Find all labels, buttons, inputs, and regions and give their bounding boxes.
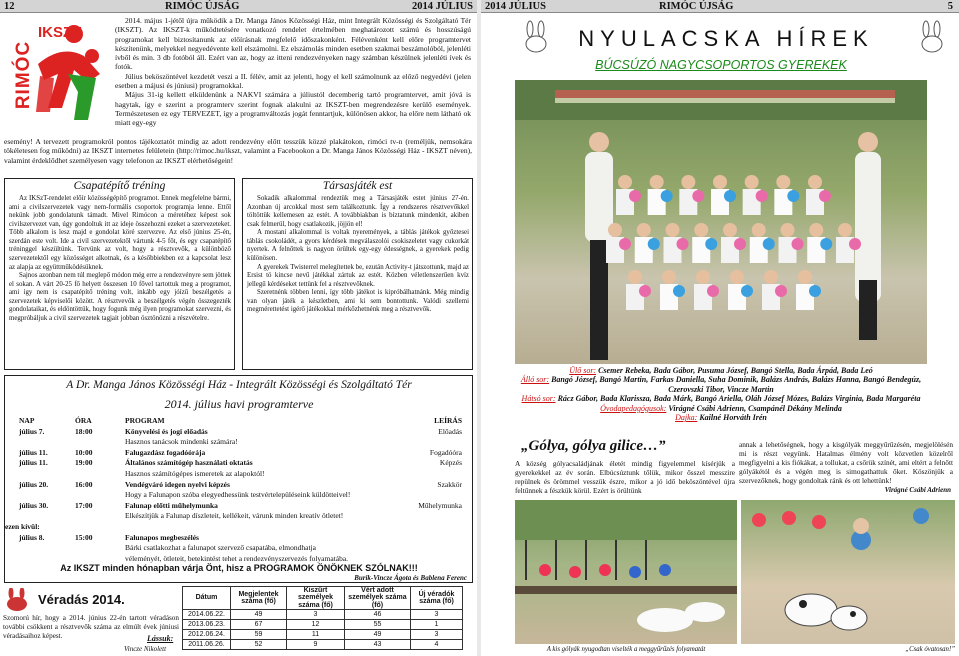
group-photo-image [515, 80, 927, 364]
program-signature: Burik-Vincze Ágota és Bablena Ferenc [354, 574, 467, 582]
table-cell: 3 [287, 610, 345, 620]
schedule-header [5, 416, 470, 427]
paper-flower [619, 238, 631, 250]
schedule-leiras: Fogadóóra [429, 447, 462, 457]
schedule-leiras: Szakkör [437, 479, 462, 489]
child-figure [608, 223, 622, 237]
paper-flower [763, 238, 775, 250]
paper-flower [734, 238, 746, 250]
golya-text: A község gólyacsaládjának életét mindig figyelemmel kísérjük a gyerekekkel az év során. Elbúcsúztunk tőlük, mikor ősszel messzire repülnek és örömmel vesszük észre, mikor a jó idő beköszöntével újra feltűnnek a fészkük körül. Ezért is örültünk [515, 459, 735, 496]
csapatepito-paragraph: Sajnos azonban nem túl meglepő módon még erre a rendezvényre sem jöttek el sokan. A várt 20-25 fő helyett összesen 10 fővel tartottuk meg a programot, ami így nem is csapatépítő tréning volt, inkább egy jóízű beszélgetés a szervezetek képviselői között. A résztvevők a beszélgetés végén összegezték gondolataikat, és eldöntöttük, hogy fogunk még ilyen programokat szervezni, és megpróbáljuk a civil szervezetek tagjait jobban ösztönözni a részvételre. [9, 272, 231, 322]
tarsasjatek-paragraph: Sokadik alkalommal rendeztük meg a Társasjáték estet június 27-én. Azonban új arcokkal most sem találkoztunk. Így a rendszeres résztvevőkkel töltöttük kellemesen az estét. A továbbiakban is bíztatunk mindenkit, akiben csak felmerül, hogy csatlakozik, jöjjön el! [247, 195, 469, 228]
table-cell: 4 [411, 640, 463, 650]
names-text: Kailné Horváth Irén [699, 413, 767, 423]
bunny-right-icon [915, 20, 949, 54]
paper-flower [809, 285, 821, 297]
paper-flower [707, 285, 719, 297]
stork-photo-left-image [515, 500, 737, 644]
csapatepito-title: Csapatépítő tréning [73, 180, 166, 192]
schedule-program: Bárki csatlakozhat a falunapot szervező csapatába, elmondhatja [125, 543, 316, 553]
table-cell: 55 [345, 620, 411, 630]
table-cell: 2013.06.23. [183, 620, 231, 630]
paper-flower [849, 238, 861, 250]
csapatepito-paragraph: Az IKSzT-rendelet előír közösségépítő programot. Ennek megfelelne bármi, ami a civilszervezetek vagy nem-formális csoportok programja lenne. Ettől nekünk jobb gondolatunk támadt. Mivel Rimócon a méretéhez képest sok civilszervezet van, úgy gondoltuk itt az ideje összehozni ezeket a szervezeteket. Több alkalom is lesz majd e gondolat köré szervezve. Az első június 25-én, szerdán este volt. Ide a civil szervezetektől vártunk 4-5 főt, és egy csapatépítő tréninggel készültünk. Tervünk az volt, hogy a résztvevők, a különböző szervezetektől egy közösséget alkotnak, és a későbbiekben ez a kapcsolat lesz az alapja az együttműködésüknek. [9, 195, 231, 271]
schedule-nap: ezen kívül: [5, 521, 40, 531]
stork-photo-right [741, 500, 955, 644]
golya-title: „Gólya, gólya gilice…” [521, 438, 666, 454]
schedule-ora: 16:00 [75, 479, 93, 489]
banner-title: NYULACSKA HÍREK [578, 26, 874, 51]
names-text: Virágné Csábi Adrienn, Csampánél Dékány Melinda [668, 403, 842, 413]
schedule-row [5, 533, 470, 544]
veradas-table-row [183, 610, 463, 620]
paper-flower [629, 190, 641, 202]
schedule-ora: 10:00 [75, 447, 93, 457]
schedule-row [5, 522, 470, 533]
veradas-lassuk: Lássuk: [147, 634, 174, 643]
tarsasjatek-title: Társasjáték est [322, 180, 393, 192]
schedule-row [5, 469, 470, 480]
names-row [511, 375, 931, 394]
schedule-program: Falunapos megbeszélés [125, 532, 199, 542]
header-date: 2014 JÚLIUS [412, 1, 473, 12]
table-cell: 49 [345, 630, 411, 640]
table-cell: 2011.06.26. [183, 640, 231, 650]
child-figure [618, 175, 632, 189]
header-date: 2014 JÚLIUS [485, 1, 546, 12]
schedule-program: véleményét, ötleteit, betekintést tehet a rendezvényszervezés folyamatába. [125, 553, 349, 563]
golya-text-right: annak a lehetőségnek, hogy a kisgólyák meggyűrűzésén, megjelölésén mi is részt vegyünk. Hatalmas élmény volt közvetlen közelről megfigyelni a kis fiókákat, a tollukat, a csőrük színét, ami eltért a felnőtt gólyákétól és a végén meg is simogathattuk őket. Köszönjük a szervezőknek, hogy gondoltak ránk és ott lehettünk! [739, 440, 953, 486]
stork-photo-left [515, 500, 737, 644]
names-row [511, 413, 931, 422]
page-number: 12 [4, 1, 15, 12]
page-number: 5 [947, 1, 953, 12]
logo-word: IKSZT [38, 24, 82, 41]
right-header [481, 0, 959, 13]
table-cell: 43 [345, 640, 411, 650]
schedule-program: Falugazdász fogadóórája [125, 447, 206, 457]
csapatepito-text [9, 195, 231, 323]
col-nap: NAP [19, 416, 35, 425]
schedule-program: Elkészítjük a Falunap díszleteit, kellékeit, várunk minden kreatív ötletet! [125, 511, 344, 521]
left-header [0, 0, 477, 13]
schedule-ora: 15:00 [75, 532, 93, 542]
table-cell: 12 [287, 620, 345, 630]
left-page [0, 0, 477, 656]
schedule-program: Vendégváró idegen nyelvi képzés [125, 479, 230, 489]
schedule-row [5, 427, 470, 438]
table-cell: 11 [287, 630, 345, 640]
col-ora: ÓRA [75, 416, 92, 425]
table-cell: 46 [345, 610, 411, 620]
tarsasjatek-paragraph: Szeretnénk többen lenni, így több játékot is kipróbálhatnánk. Még mindig van olyan játék a készletben, ami ki sem bontottunk. Valódi szellemi megmérettetést igérő játékokkal mérkőzhetnénk meg a résztvevők. [247, 289, 469, 314]
veradas-table-row [183, 640, 463, 650]
veradas-table-row [183, 620, 463, 630]
paper-flower [648, 238, 660, 250]
child-figure [694, 223, 708, 237]
paper-flower [639, 285, 651, 297]
program-slogan: Az IKSZT minden hónapban várja Önt, hisz a PROGRAMOK ÖNÖKNEK SZÓLNAK!!! [60, 563, 418, 573]
names-text: Csemer Rebeka, Bada Gábor, Pusuma József, Bangó Stella, Bada Árpád, Bada Leó [598, 366, 873, 375]
schedule-ora: 18:00 [75, 426, 93, 436]
veradas-title: Véradás 2014. [38, 592, 125, 607]
names-label: Dajka: [675, 413, 698, 423]
schedule-ora: 19:00 [75, 458, 93, 468]
intro-continuation [4, 137, 472, 177]
table-header-cell: Kiszűrt személyek száma (fő) [287, 587, 345, 610]
tarsasjatek-text [247, 195, 469, 315]
header-title: RIMÓC ÚJSÁG [659, 1, 734, 12]
schedule-nap: július 11. [19, 447, 48, 457]
paper-flower [792, 238, 804, 250]
child-figure [752, 223, 766, 237]
schedule-program: Hasznos tanácsok mindenki számára! [125, 437, 238, 447]
table-header-cell: Új véradók száma (fő) [411, 587, 463, 610]
golya-signature: Virágné Csábi Adrienn [884, 486, 951, 494]
schedule-row [5, 501, 470, 512]
tarsasjatek-paragraph: A mostani alkalommal is voltak nyeremények, a táblás játékok győztesei táblás csokoládét, a gyors kérdések megválaszolói csokiszeletet vagy cukorkát nyertek. A felnőttek is nagyon örültek egy-egy édességnek, a gyerekek pedig különösen. [247, 229, 469, 262]
caption-left: A kis gólyák nyugodtan viselték a meggyűrűzés folyamatát [546, 646, 706, 653]
schedule-nap: július 20. [19, 479, 49, 489]
schedule-row [5, 511, 470, 522]
child-figure [650, 175, 664, 189]
table-cell: 1 [411, 620, 463, 630]
schedule-row [5, 543, 470, 554]
schedule-ora: 17:00 [75, 500, 93, 510]
schedule-program: Általános számítógép használati oktatás [125, 458, 253, 468]
bunny-left-icon [519, 20, 553, 54]
child-figure [781, 223, 795, 237]
bunny-icon [3, 588, 31, 612]
child-figure [637, 223, 651, 237]
logo-vertical: RIMÓC [13, 40, 35, 110]
group-photo [515, 80, 927, 364]
intro-text [115, 16, 471, 128]
veradas-signature: Vincze Nikolett [124, 645, 167, 653]
table-cell: 2012.06.24. [183, 630, 231, 640]
intro-paragraph: 2014. május 1-jétől újra működik a Dr. Manga János Közösségi Ház, mint Integrált Közösségi és Szolgáltató Tér (IKSZT). Az IKSZT-k működtetésére vonatkozó rendelet értelmében meghatározott számú és hosszúságú programokat kell biztosítanunk az előírásnak megfelelő időszakonként. Félévenként kell előre programtervet készítenünk, melyekkel negyedévente kell elszámolni. Ez elszámolás minden esetben szakmai beszámolóból, jelenléti ívből és min. 3 db fotóból áll. Ezért van az, hogy az itteni rendezvényeken nagy számban készülnek jelenléti ívek és fotók. [115, 16, 471, 72]
child-figure [628, 270, 642, 284]
tarsasjatek-paragraph: A gyerekek Twisterrel melegítettek be, ezután Activity-t játszottunk, majd az Ersist tö kincse nevű játékkal zártuk az estét. Közben véletlenszerűen kvíz jellegű kérdéseket tettünk fel a résztvevőknek. [247, 263, 469, 288]
paper-flower [775, 285, 787, 297]
child-figure [681, 175, 695, 189]
paper-flower [819, 190, 831, 202]
child-figure [838, 223, 852, 237]
schedule-nap: július 8. [19, 532, 45, 542]
paper-flower [820, 238, 832, 250]
schedule-nap: július 11. [19, 458, 48, 468]
stork-photo-right-image [741, 500, 955, 644]
names-label: Óvodapedagógusok: [600, 403, 667, 413]
schedule-row [5, 480, 470, 491]
table-header-cell: Megjelentek száma (fő) [231, 587, 287, 610]
child-figure [713, 175, 727, 189]
paper-flower [677, 238, 689, 250]
intro-paragraph: Július beköszöntével kezdetét veszi a II. félév, amit az jelenti, hogy el kell számolnunk az előző negyedévi (jelen esetben a májusi és júniusi) programokkal. [115, 71, 471, 91]
caption-right: „Csak óvatosan!” [905, 646, 955, 653]
names-list [511, 366, 931, 423]
table-cell: 52 [231, 640, 287, 650]
schedule-program: Falunap előtti műhelymunka [125, 500, 218, 510]
schedule-program: Hogy a Falunapon szóba elegyedhessünk testvértelepüléseink küldötteivel! [125, 490, 351, 500]
table-cell: 9 [287, 640, 345, 650]
names-text: Rácz Gábor, Bada Klarissza, Bada Márk, Bangó Ariella, Oláh József Mózes, Balázs Virginia, Bada Margaréta [557, 394, 921, 404]
paper-flower [741, 285, 753, 297]
header-title: RIMÓC ÚJSÁG [165, 1, 240, 12]
intro-paragraph: Május 31-ig kellett elküldenünk a NAKVI számára a júliustól decemberig tartó programtervet, amit jóvá is hagytak, így e szerint a programterv szerint fognak alakulni az IKSZT-ben megrendezésre kerülő események. Természetesen ez egy TERVEZET, így a programváltozás jogát fenntartjuk, különösen akkor, ha előre nem látható ok miatt egy-egy [115, 90, 471, 128]
table-cell: 2014.06.22. [183, 610, 231, 620]
child-figure [764, 270, 778, 284]
table-cell: 3 [411, 610, 463, 620]
table-cell: 49 [231, 610, 287, 620]
names-row [511, 394, 931, 403]
col-program: PROGRAM [125, 416, 165, 425]
schedule-row [5, 437, 470, 448]
child-figure [696, 270, 710, 284]
banner-subtitle: BÚCSÚZÓ NAGYCSOPORTOS GYEREKEK [595, 58, 847, 72]
veradas-table-header [183, 587, 463, 610]
schedule-row [5, 458, 470, 469]
paper-flower [756, 190, 768, 202]
veradas-table-row [183, 630, 463, 640]
paper-flower [724, 190, 736, 202]
table-cell: 67 [231, 620, 287, 630]
ikszt-logo [4, 16, 114, 128]
table-header-cell: Dátum [183, 587, 231, 610]
schedule-row [5, 490, 470, 501]
paper-flower [692, 190, 704, 202]
child-figure [666, 223, 680, 237]
table-cell: 3 [411, 630, 463, 640]
paper-flower [705, 238, 717, 250]
child-figure [730, 270, 744, 284]
schedule-row [5, 448, 470, 459]
right-page [481, 0, 959, 656]
names-text: Bangó József, Bangó Martin, Farkas Daniella, Suha Dominik, Balázs András, Balázs Hanna, Bangó Bendegúz, Czerovszki Tibor, Vincze Martin [551, 375, 922, 394]
child-figure [808, 175, 822, 189]
child-figure [809, 223, 823, 237]
intro-full: esemény! A tervezett programokról pontos tájékoztatót mindig az adott rendezvény előtt tesszük közzé plakátokon, rimóci tv-n (reméljük, nemsokára tökéletesen fog működni) az IKSZT internetes felületein (http://rimoc.hu/ikszt, valamint a Facebookon a Dr. Manga János Közösségi Ház - IKSZT néven), valamint érdeklődhet személyesen vagy telefonon az IKSZT elérhetőségein! [4, 137, 472, 165]
child-figure [662, 270, 676, 284]
schedule-leiras: Előadás [438, 426, 462, 436]
paper-flower [787, 190, 799, 202]
names-label: Ülő sor: [569, 366, 597, 375]
veradas-text: Szomorú hír, hogy a 2014. június 22-én tartott véradáson további csökkent a résztvevők száma az elmúlt évek júniusi véradásaihoz képest. [3, 614, 179, 640]
schedule-program: Hasznos számítógépes ismeretek az alapoktól! [125, 468, 265, 478]
child-figure [745, 175, 759, 189]
program-schedule [5, 416, 470, 564]
schedule-program: Könyvelési és jogi előadás [125, 426, 208, 436]
veradas-table [182, 586, 463, 650]
paper-flower [673, 285, 685, 297]
table-header-cell: Vért adott személyek száma (fő) [345, 587, 411, 610]
col-leiras: LEÍRÁS [434, 416, 462, 425]
schedule-nap: július 30. [19, 500, 49, 510]
names-row [511, 404, 931, 413]
schedule-leiras: Műhelymunka [418, 500, 462, 510]
paper-flower [661, 190, 673, 202]
schedule-nap: július 7. [19, 426, 45, 436]
child-figure [798, 270, 812, 284]
child-figure [776, 175, 790, 189]
names-label: Álló sor: [520, 375, 550, 385]
program-subtitle: 2014. július havi programterve [164, 397, 314, 411]
child-figure [723, 223, 737, 237]
schedule-leiras: Képzés [439, 458, 462, 468]
table-cell: 59 [231, 630, 287, 640]
program-title: A Dr. Manga János Közösségi Ház - Integrált Közösségi és Szolgáltató Tér [66, 379, 412, 391]
names-label: Hátsó sor: [521, 394, 556, 404]
